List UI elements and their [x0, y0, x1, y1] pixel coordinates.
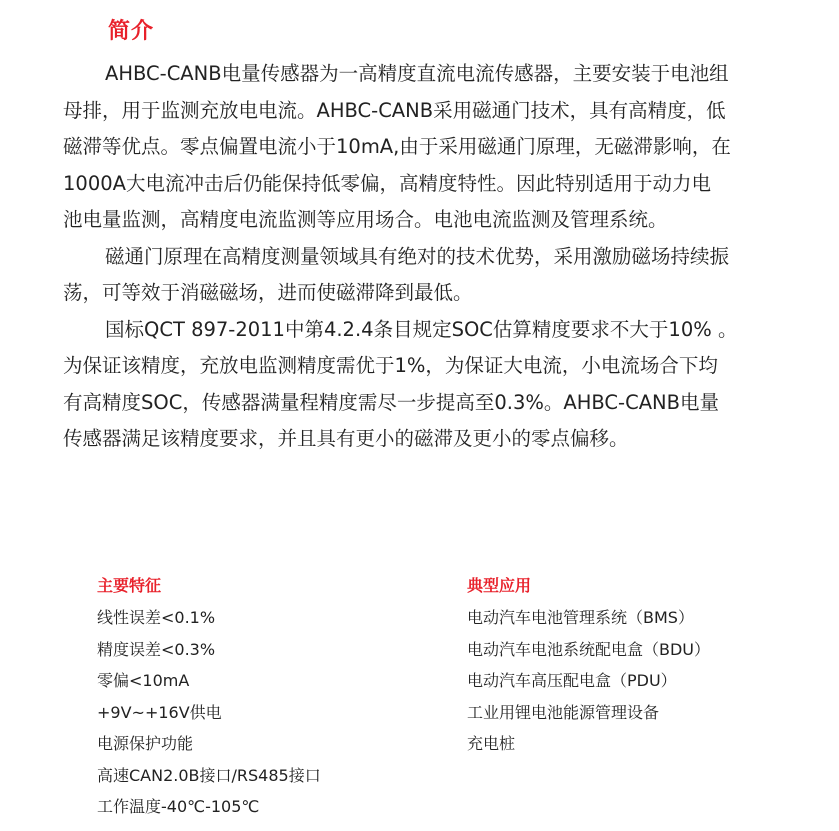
text-line: AHBC-CANB电量传感器为一高精度直流电流传感器，主要安装于电池组	[105, 62, 729, 85]
applications-heading: 典型应用	[467, 576, 532, 595]
feature-item: 线性误差<0.1%	[97, 608, 216, 627]
applications-list	[467, 602, 710, 760]
application-item: 电动汽车电池管理系统（BMS）	[467, 608, 694, 627]
feature-item: 高速CAN2.0B接口/RS485接口	[97, 765, 321, 785]
text-line: 有高精度SOC，传感器满量程精度需尽一步提高至0.3%。AHBC-CANB电量	[63, 390, 719, 414]
text-line: 1000A大电流冲击后仍能保持低零偏，高精度特性。因此特别适用于动力电	[63, 171, 711, 195]
section-title: 简介	[108, 19, 155, 44]
application-item: 充电桩	[467, 734, 516, 753]
text-line: 磁滞等优点。零点偏置电流小于10mA,由于采用磁通门原理，无磁滞影响，在	[63, 135, 731, 158]
features-list	[97, 602, 321, 823]
features-section	[97, 573, 321, 823]
features-heading: 主要特征	[97, 576, 162, 595]
text-line: 传感器满足该精度要求，并且具有更小的磁滞及更小的零点偏移。	[63, 427, 629, 450]
feature-item: +9V~+16V供电	[97, 702, 222, 722]
text-line: 母排，用于监测充放电电流。AHBC-CANB采用磁通门技术，具有高精度，低	[63, 98, 726, 122]
feature-item: 工作温度-40℃-105℃	[97, 797, 260, 816]
text-line: 池电量监测，高精度电流监测等应用场合。电池电流监测及管理系统。	[63, 208, 668, 231]
text-line: 国标QCT 897-2011中第4.2.4条目规定SOC估算精度要求不大于10% 。	[105, 317, 738, 341]
intro-paragraph-3	[63, 312, 803, 458]
intro-text	[63, 56, 803, 458]
feature-item: 精度误差<0.3%	[97, 639, 216, 659]
text-line: 磁通门原理在高精度测量领域具有绝对的技术优势，采用激励磁场持续振	[105, 244, 730, 268]
text-line: 为保证该精度，充放电监测精度需优于1%，为保证大电流，小电流场合下均	[63, 354, 718, 377]
feature-item: 零偏<10mA	[97, 671, 190, 690]
text-line: 荡，可等效于消磁磁场，进而使磁滞降到最低。	[63, 281, 473, 304]
feature-item: 电源保护功能	[97, 734, 194, 753]
application-item: 工业用锂电池能源管理设备	[467, 702, 660, 722]
application-item: 电动汽车高压配电盒（PDU）	[467, 671, 677, 690]
intro-paragraph-2	[63, 239, 803, 312]
intro-paragraph-1	[63, 56, 803, 239]
applications-section	[467, 573, 710, 760]
application-item: 电动汽车电池系统配电盒（BDU）	[467, 639, 711, 659]
